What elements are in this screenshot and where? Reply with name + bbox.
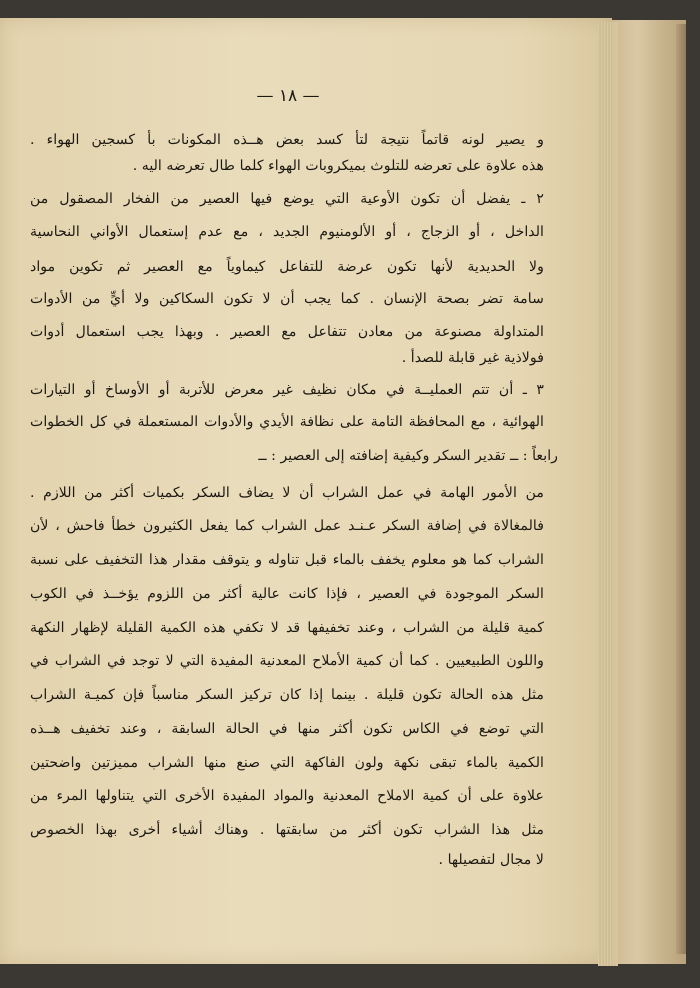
text-line: واللون الطبيعيين . كما أن كمية الأملاح المعدنية المفيدة التي لا توجد في الشراب في — [30, 653, 544, 669]
text-line: كمية قليلة من الشراب ، وعند تخفيفها قد لا تكفي هذه الكمية القليلة لإظهار النكهة — [30, 620, 544, 636]
text-line: لا مجال لتفصيلها . — [438, 852, 544, 868]
tissue-fold-edge — [676, 24, 686, 954]
text-line: التي توضع في الكاس تكون أكثر منها في الحالة السابقة ، وعند تخفيف هــذه — [30, 721, 544, 737]
section-heading: رابعاً : ــ تقدير السكر وكيفية إضافته إلى العصير : ــ — [258, 448, 558, 464]
text-line: علاوة على أن كمية الاملاح المعدنية والمواد المفيدة الأخرى التي يتناولها المرء من — [30, 788, 544, 804]
text-line: سامة تضر بصحة الإنسان . كما يجب أن لا تكون السكاكين ولا أيٍّ من الأدوات — [30, 291, 544, 307]
text-line: هذه علاوة على تعرضه للتلوث بميكروبات الهواء كلما طال تعرضه اليه . — [132, 158, 544, 174]
text-line: السكر الموجودة في العصير ، فإذا كانت عالية أكثر من اللزوم يؤخــذ في الكوب — [30, 586, 544, 602]
text-line: الداخل ، أو الزجاج ، أو الألومنيوم الجديد ، مع عدم إستعمال الأواني النحاسية — [30, 224, 544, 240]
text-line: الهوائية ، مع المحافظة التامة على نظافة الأيدي والأدوات المستعملة في كل الخطوات — [30, 414, 544, 430]
text-line: المتداولة مصنوعة من معادن تتفاعل مع العصير . وبهذا يجب استعمال أدوات — [30, 324, 544, 340]
page-number: — ١٨ — — [256, 86, 320, 106]
tissue-interleaf — [612, 20, 686, 964]
text-line: مثل هذا الشراب تكون أكثر من سابقتها . وهناك أشياء أخرى بهذا الخصوص — [30, 822, 544, 838]
text-line: فولاذية غير قابلة للصدأ . — [401, 350, 544, 366]
text-line: و يصير لونه قاتماً نتيجة لتأ كسد بعض هــذه المكونات بأ كسجين الهواء . — [30, 132, 544, 148]
text-line: الكمية بالماء تبقى نكهة ولون الفاكهة التي صنع منها الشراب مميزتين واضحتين — [30, 755, 544, 771]
text-line: الشراب كما هو معلوم يخفف بالماء قبل تناوله و يتوقف مقدار هذا التخفيف على نسبة — [30, 552, 544, 568]
text-line: من الأمور الهامة في عمل الشراب أن لا يضاف السكر بكميات أكثر من اللازم . — [30, 485, 544, 501]
text-line: ولا الحديدية لأنها تكون عرضة للتفاعل كيماوياً مع العصير ثم تكوين مواد — [30, 259, 544, 275]
text-line: فالمغالاة في إضافة السكر عـنـد عمل الشراب كما يفعل الكثيرون خطأ فاحش ، لأن — [30, 518, 544, 534]
text-line: مثل هذه الحالة تكون قليلة . بينما إذا كان تركيز السكر مناسباً فإن كميـة الشراب — [30, 687, 544, 703]
text-line: ٢ ـ يفضل أن تكون الأوعية التي يوضع فيها العصير من الفخار المصقول من — [30, 191, 544, 207]
text-line: ٣ ـ أن تتم العمليــة في مكان نظيف غير معرض للأتربة أو الأوساخ أو التيارات — [30, 382, 544, 398]
